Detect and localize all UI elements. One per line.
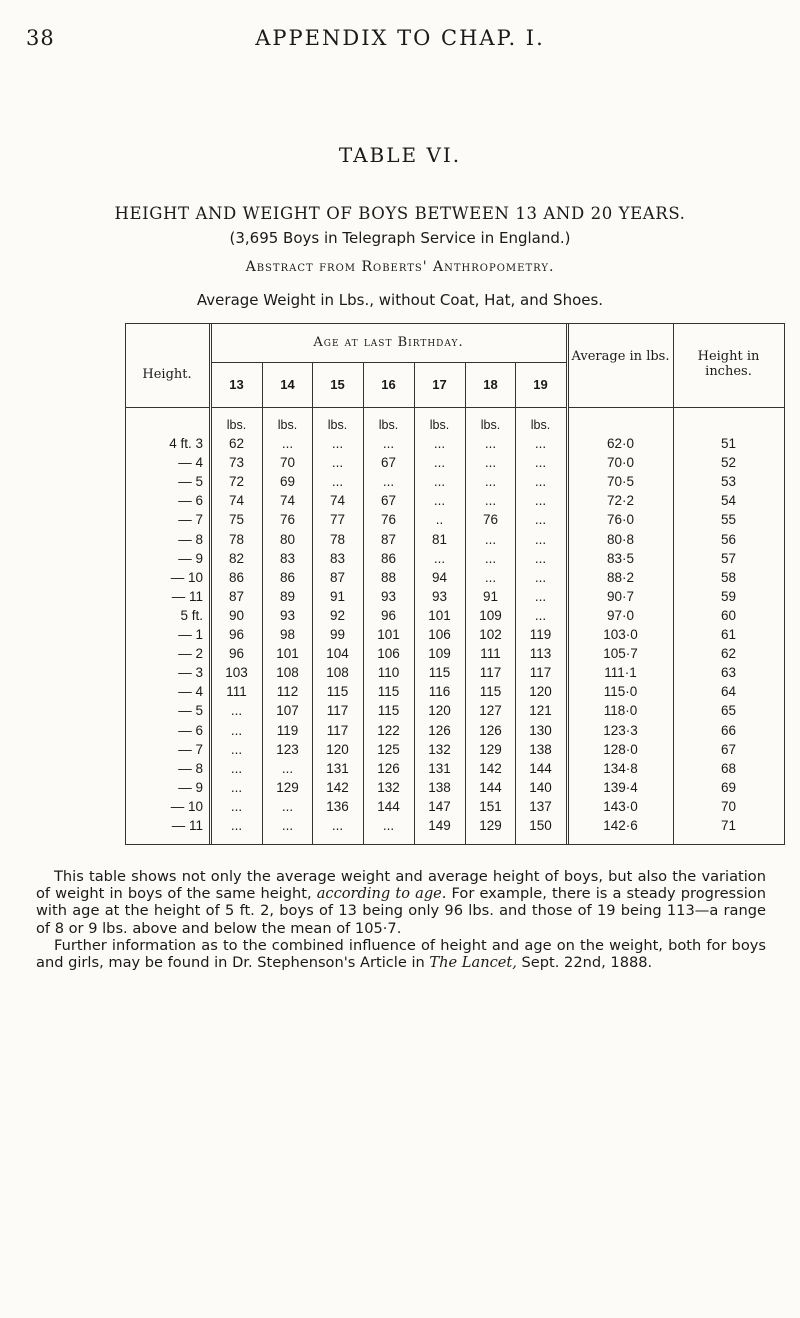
row-height-label: — 6 bbox=[178, 723, 203, 738]
weight-cell: 117 bbox=[529, 665, 552, 680]
unit-label: lbs. bbox=[530, 418, 551, 432]
average-cell: 142·6 bbox=[603, 818, 638, 833]
weight-cell: 74 bbox=[228, 493, 245, 508]
inches-cell: 61 bbox=[720, 627, 737, 642]
average-cell: 111·1 bbox=[604, 665, 637, 680]
weight-cell: 72 bbox=[228, 474, 245, 489]
unit-label: lbs. bbox=[327, 418, 348, 432]
weight-cell: 89 bbox=[279, 589, 296, 604]
weight-cell: 122 bbox=[377, 723, 400, 738]
weight-cell: 149 bbox=[428, 818, 451, 833]
weight-cell: ... bbox=[230, 818, 243, 833]
table-border-right bbox=[784, 323, 785, 845]
inches-cell: 68 bbox=[720, 761, 737, 776]
inches-cell: 70 bbox=[720, 799, 737, 814]
weight-cell: ... bbox=[484, 551, 497, 566]
weight-cell: 116 bbox=[428, 684, 451, 699]
weight-cell: 93 bbox=[279, 608, 296, 623]
page-number: 38 bbox=[26, 26, 55, 50]
weight-cell: ... bbox=[534, 493, 547, 508]
average-cell: 118·0 bbox=[603, 703, 638, 718]
table-border-top bbox=[125, 323, 785, 324]
row-height-label: — 11 bbox=[171, 589, 203, 604]
weight-cell: ... bbox=[281, 761, 294, 776]
weight-cell: 76 bbox=[279, 512, 296, 527]
average-cell: 88·2 bbox=[606, 570, 635, 585]
row-height-label: — 4 bbox=[178, 455, 203, 470]
weight-cell: 120 bbox=[326, 742, 349, 757]
page-header bbox=[0, 26, 800, 56]
row-height-label: — 3 bbox=[178, 665, 203, 680]
weight-cell: ... bbox=[534, 551, 547, 566]
weight-cell: ... bbox=[534, 455, 547, 470]
weight-cell: 102 bbox=[479, 627, 502, 642]
table-caption: Average Weight in Lbs., without Coat, Hat, and Shoes. bbox=[196, 291, 604, 309]
weight-cell: ... bbox=[230, 723, 243, 738]
weight-cell: 112 bbox=[276, 684, 299, 699]
weight-cell: ... bbox=[433, 474, 446, 489]
table-rule bbox=[566, 323, 567, 845]
row-height-label: — 2 bbox=[178, 646, 203, 661]
weight-cell: ... bbox=[534, 532, 547, 547]
inches-cell: 51 bbox=[720, 436, 737, 451]
weight-cell: 119 bbox=[529, 627, 552, 642]
weight-cell: 120 bbox=[529, 684, 552, 699]
unit-label: lbs. bbox=[378, 418, 399, 432]
weight-cell: 74 bbox=[279, 493, 296, 508]
weight-cell: ... bbox=[331, 455, 344, 470]
weight-cell: ... bbox=[534, 474, 547, 489]
col-header-height-inches: Height in inches. bbox=[697, 349, 760, 379]
row-height-label: — 7 bbox=[178, 512, 203, 527]
weight-cell: 94 bbox=[431, 570, 448, 585]
average-cell: 134·8 bbox=[603, 761, 638, 776]
paragraph-1-emphasis: according to age. bbox=[316, 885, 447, 903]
weight-cell: 80 bbox=[279, 532, 296, 547]
weight-cell: ... bbox=[534, 436, 547, 451]
average-cell: 70·5 bbox=[606, 474, 635, 489]
inches-cell: 53 bbox=[720, 474, 737, 489]
weight-cell: 109 bbox=[428, 646, 451, 661]
weight-cell: ... bbox=[331, 474, 344, 489]
weight-cell: ... bbox=[484, 493, 497, 508]
weight-cell: 67 bbox=[380, 493, 397, 508]
weight-cell: ... bbox=[382, 474, 395, 489]
weight-cell: ... bbox=[484, 436, 497, 451]
weight-cell: 150 bbox=[529, 818, 552, 833]
average-cell: 90·7 bbox=[606, 589, 635, 604]
weight-cell: 88 bbox=[380, 570, 397, 585]
weight-cell: ... bbox=[382, 818, 395, 833]
weight-cell: 96 bbox=[380, 608, 397, 623]
inches-cell: 58 bbox=[720, 570, 737, 585]
weight-cell: 110 bbox=[377, 665, 400, 680]
weight-cell: ... bbox=[433, 551, 446, 566]
weight-cell: 140 bbox=[529, 780, 552, 795]
row-height-label: — 8 bbox=[178, 532, 203, 547]
weight-cell: ... bbox=[484, 455, 497, 470]
weight-cell: 90 bbox=[228, 608, 245, 623]
weight-cell: 129 bbox=[276, 780, 299, 795]
average-cell: 139·4 bbox=[603, 780, 638, 795]
average-cell: 83·5 bbox=[606, 551, 635, 566]
average-cell: 115·0 bbox=[603, 684, 638, 699]
average-cell: 103·0 bbox=[603, 627, 638, 642]
age-column-rule bbox=[312, 363, 313, 845]
weight-cell: 83 bbox=[329, 551, 346, 566]
paragraph-2-text-end: Sept. 22nd, 1888. bbox=[516, 954, 653, 972]
weight-cell: 111 bbox=[226, 684, 247, 699]
running-head: APPENDIX TO CHAP. I. bbox=[255, 26, 545, 50]
age-header-17: 17 bbox=[432, 377, 447, 392]
weight-cell: ... bbox=[230, 799, 243, 814]
weight-cell: ... bbox=[433, 493, 446, 508]
weight-cell: 138 bbox=[428, 780, 451, 795]
weight-cell: 126 bbox=[428, 723, 451, 738]
weight-cell: 70 bbox=[279, 455, 296, 470]
age-column-rule bbox=[414, 363, 415, 845]
inches-cell: 52 bbox=[720, 455, 737, 470]
weight-cell: 101 bbox=[428, 608, 451, 623]
age-header-14: 14 bbox=[280, 377, 295, 392]
row-height-label: — 11 bbox=[171, 818, 203, 833]
weight-cell: 92 bbox=[329, 608, 346, 623]
weight-cell: 98 bbox=[279, 627, 296, 642]
weight-cell: 131 bbox=[326, 761, 349, 776]
paragraph-2 bbox=[36, 937, 766, 971]
paragraph-1-text: This table shows not only the average weight and average height of boys, but also the variation of weight in boys of the same height, bbox=[36, 868, 766, 903]
weight-cell: 96 bbox=[228, 646, 245, 661]
age-column-rule bbox=[465, 363, 466, 845]
journal-title: The Lancet, bbox=[429, 954, 517, 972]
inches-cell: 71 bbox=[720, 818, 737, 833]
weight-cell: 142 bbox=[326, 780, 349, 795]
weight-cell: ... bbox=[534, 608, 547, 623]
table-subtitle-sample: (3,695 Boys in Telegraph Service in England.) bbox=[229, 229, 571, 247]
table-subtitle: HEIGHT AND WEIGHT OF BOYS BETWEEN 13 AND 20 YEARS. bbox=[114, 204, 686, 223]
col-header-height: Height. bbox=[142, 367, 192, 382]
inches-cell: 63 bbox=[720, 665, 737, 680]
weight-cell: 138 bbox=[529, 742, 552, 757]
weight-cell: ... bbox=[484, 474, 497, 489]
row-height-label: — 6 bbox=[178, 493, 203, 508]
weight-cell: 103 bbox=[225, 665, 248, 680]
weight-cell: .. bbox=[435, 512, 444, 527]
weight-cell: 144 bbox=[377, 799, 400, 814]
inches-cell: 65 bbox=[720, 703, 737, 718]
average-cell: 70·0 bbox=[606, 455, 635, 470]
row-height-label: 5 ft. bbox=[180, 608, 203, 623]
inches-cell: 69 bbox=[720, 780, 737, 795]
inches-cell: 60 bbox=[720, 608, 737, 623]
weight-cell: 108 bbox=[326, 665, 349, 680]
weight-cell: ... bbox=[382, 436, 395, 451]
weight-cell: 81 bbox=[431, 532, 448, 547]
header-rule bbox=[211, 407, 566, 408]
age-header-15: 15 bbox=[330, 377, 345, 392]
unit-label: lbs. bbox=[226, 418, 247, 432]
weight-cell: 107 bbox=[276, 703, 299, 718]
row-height-label: — 1 bbox=[178, 627, 203, 642]
weight-cell: 101 bbox=[377, 627, 400, 642]
weight-cell: 101 bbox=[276, 646, 299, 661]
weight-cell: 74 bbox=[329, 493, 346, 508]
weight-cell: 136 bbox=[326, 799, 349, 814]
average-cell: 128·0 bbox=[603, 742, 638, 757]
age-column-rule bbox=[262, 363, 263, 845]
weight-cell: 126 bbox=[377, 761, 400, 776]
inches-cell: 66 bbox=[720, 723, 737, 738]
weight-cell: 108 bbox=[276, 665, 299, 680]
unit-label: lbs. bbox=[429, 418, 450, 432]
average-cell: 97·0 bbox=[606, 608, 635, 623]
weight-cell: 126 bbox=[479, 723, 502, 738]
inches-cell: 56 bbox=[720, 532, 737, 547]
weight-cell: ... bbox=[484, 532, 497, 547]
paragraph-1-text-end: For example, there is a steady progression with age at the height of 5 ft. 2, boys of 13 being only 96 lbs. and those of 19 being 113—a range of 8 or 9 lbs. above and below the mean of 105·7. bbox=[36, 885, 766, 937]
weight-cell: 91 bbox=[329, 589, 346, 604]
row-height-label: — 10 bbox=[170, 570, 203, 585]
average-cell: 76·0 bbox=[606, 512, 635, 527]
weight-cell: ... bbox=[230, 761, 243, 776]
col-group-header-age: Age at last Birthday. bbox=[313, 335, 464, 350]
weight-cell: 77 bbox=[329, 512, 346, 527]
weight-cell: 86 bbox=[380, 551, 397, 566]
weight-cell: 125 bbox=[377, 742, 400, 757]
weight-cell: ... bbox=[281, 436, 294, 451]
row-height-label: — 4 bbox=[178, 684, 203, 699]
inches-cell: 67 bbox=[720, 742, 737, 757]
weight-cell: 86 bbox=[228, 570, 245, 585]
weight-cell: 147 bbox=[428, 799, 451, 814]
weight-cell: 82 bbox=[228, 551, 245, 566]
weight-cell: 99 bbox=[329, 627, 346, 642]
weight-cell: 115 bbox=[326, 684, 349, 699]
weight-cell: 87 bbox=[329, 570, 346, 585]
weight-cell: 129 bbox=[479, 742, 502, 757]
weight-cell: 115 bbox=[377, 703, 400, 718]
weight-cell: 151 bbox=[479, 799, 502, 814]
row-height-label: — 8 bbox=[178, 761, 203, 776]
weight-cell: 78 bbox=[228, 532, 245, 547]
table-border-left bbox=[125, 323, 126, 845]
weight-cell: 119 bbox=[276, 723, 299, 738]
paragraph-2-text: Further information as to the combined influence of height and age on the weight, both for boys and girls, may be found in Dr. Stephenson's Article in bbox=[36, 936, 766, 972]
col-header-average: Average in lbs. bbox=[571, 349, 670, 364]
weight-cell: ... bbox=[331, 436, 344, 451]
weight-cell: 67 bbox=[380, 455, 397, 470]
weight-cell: ... bbox=[230, 780, 243, 795]
weight-cell: ... bbox=[433, 455, 446, 470]
weight-cell: 115 bbox=[377, 684, 400, 699]
weight-cell: 75 bbox=[228, 512, 245, 527]
row-height-label: — 5 bbox=[178, 703, 203, 718]
table-rule bbox=[209, 323, 210, 845]
age-header-13: 13 bbox=[229, 377, 244, 392]
weight-cell: 78 bbox=[329, 532, 346, 547]
weight-cell: 142 bbox=[479, 761, 502, 776]
average-cell: 80·8 bbox=[606, 532, 635, 547]
inches-cell: 62 bbox=[720, 646, 737, 661]
weight-cell: 69 bbox=[279, 474, 296, 489]
row-height-label: — 10 bbox=[170, 799, 203, 814]
unit-label: lbs. bbox=[480, 418, 501, 432]
weight-cell: 106 bbox=[428, 627, 451, 642]
weight-cell: 93 bbox=[431, 589, 448, 604]
inches-cell: 64 bbox=[720, 684, 737, 699]
weight-cell: ... bbox=[281, 818, 294, 833]
weight-cell: 144 bbox=[479, 780, 502, 795]
weight-cell: 132 bbox=[428, 742, 451, 757]
table-title: TABLE VI. bbox=[338, 143, 462, 167]
abstract-source: Abstract from Roberts' Anthropometry. bbox=[245, 259, 555, 275]
weight-cell: 117 bbox=[326, 703, 349, 718]
weight-cell: ... bbox=[281, 799, 294, 814]
age-header-19: 19 bbox=[533, 377, 548, 392]
header-rule bbox=[568, 407, 785, 408]
weight-cell: ... bbox=[230, 742, 243, 757]
row-height-label: — 9 bbox=[178, 780, 203, 795]
weight-cell: 132 bbox=[377, 780, 400, 795]
weight-cell: 127 bbox=[479, 703, 502, 718]
average-cell: 72·2 bbox=[606, 493, 635, 508]
table-rule bbox=[211, 362, 566, 363]
inches-cell: 55 bbox=[720, 512, 737, 527]
weight-cell: 130 bbox=[529, 723, 552, 738]
header-rule bbox=[125, 407, 209, 408]
weight-table bbox=[125, 323, 785, 845]
weight-cell: ... bbox=[230, 703, 243, 718]
paragraph-1 bbox=[36, 868, 766, 937]
weight-cell: 113 bbox=[529, 646, 552, 661]
weight-cell: 144 bbox=[529, 761, 552, 776]
weight-cell: 91 bbox=[482, 589, 499, 604]
average-cell: 123·3 bbox=[603, 723, 638, 738]
weight-cell: 121 bbox=[529, 703, 552, 718]
weight-cell: ... bbox=[534, 570, 547, 585]
age-column-rule bbox=[363, 363, 364, 845]
weight-cell: ... bbox=[331, 818, 344, 833]
weight-cell: 129 bbox=[479, 818, 502, 833]
unit-label: lbs. bbox=[277, 418, 298, 432]
weight-cell: 76 bbox=[380, 512, 397, 527]
age-header-16: 16 bbox=[381, 377, 396, 392]
table-border-bottom bbox=[125, 844, 785, 845]
weight-cell: 111 bbox=[480, 646, 501, 661]
weight-cell: ... bbox=[484, 570, 497, 585]
average-cell: 105·7 bbox=[603, 646, 638, 661]
weight-cell: 109 bbox=[479, 608, 502, 623]
age-header-18: 18 bbox=[483, 377, 498, 392]
weight-cell: 104 bbox=[326, 646, 349, 661]
inches-cell: 59 bbox=[720, 589, 737, 604]
weight-cell: 115 bbox=[428, 665, 451, 680]
age-column-rule bbox=[515, 363, 516, 845]
weight-cell: 123 bbox=[276, 742, 299, 757]
average-cell: 143·0 bbox=[603, 799, 638, 814]
weight-cell: 62 bbox=[228, 436, 245, 451]
weight-cell: ... bbox=[534, 512, 547, 527]
weight-cell: 96 bbox=[228, 627, 245, 642]
weight-cell: 87 bbox=[228, 589, 245, 604]
row-height-label: — 5 bbox=[178, 474, 203, 489]
inches-cell: 54 bbox=[720, 493, 737, 508]
weight-cell: 73 bbox=[228, 455, 245, 470]
weight-cell: 83 bbox=[279, 551, 296, 566]
average-cell: 62·0 bbox=[606, 436, 635, 451]
weight-cell: 87 bbox=[380, 532, 397, 547]
row-height-label: — 9 bbox=[178, 551, 203, 566]
weight-cell: 117 bbox=[326, 723, 349, 738]
inches-cell: 57 bbox=[720, 551, 737, 566]
weight-cell: 131 bbox=[428, 761, 451, 776]
row-height-label: — 7 bbox=[178, 742, 203, 757]
body-text bbox=[36, 868, 766, 971]
weight-cell: 115 bbox=[479, 684, 502, 699]
weight-cell: 117 bbox=[479, 665, 502, 680]
weight-cell: 93 bbox=[380, 589, 397, 604]
weight-cell: 76 bbox=[482, 512, 499, 527]
weight-cell: 86 bbox=[279, 570, 296, 585]
weight-cell: ... bbox=[433, 436, 446, 451]
weight-cell: 137 bbox=[529, 799, 552, 814]
weight-cell: 120 bbox=[428, 703, 451, 718]
row-height-label: 4 ft. 3 bbox=[169, 436, 203, 451]
weight-cell: ... bbox=[534, 589, 547, 604]
weight-cell: 106 bbox=[377, 646, 400, 661]
